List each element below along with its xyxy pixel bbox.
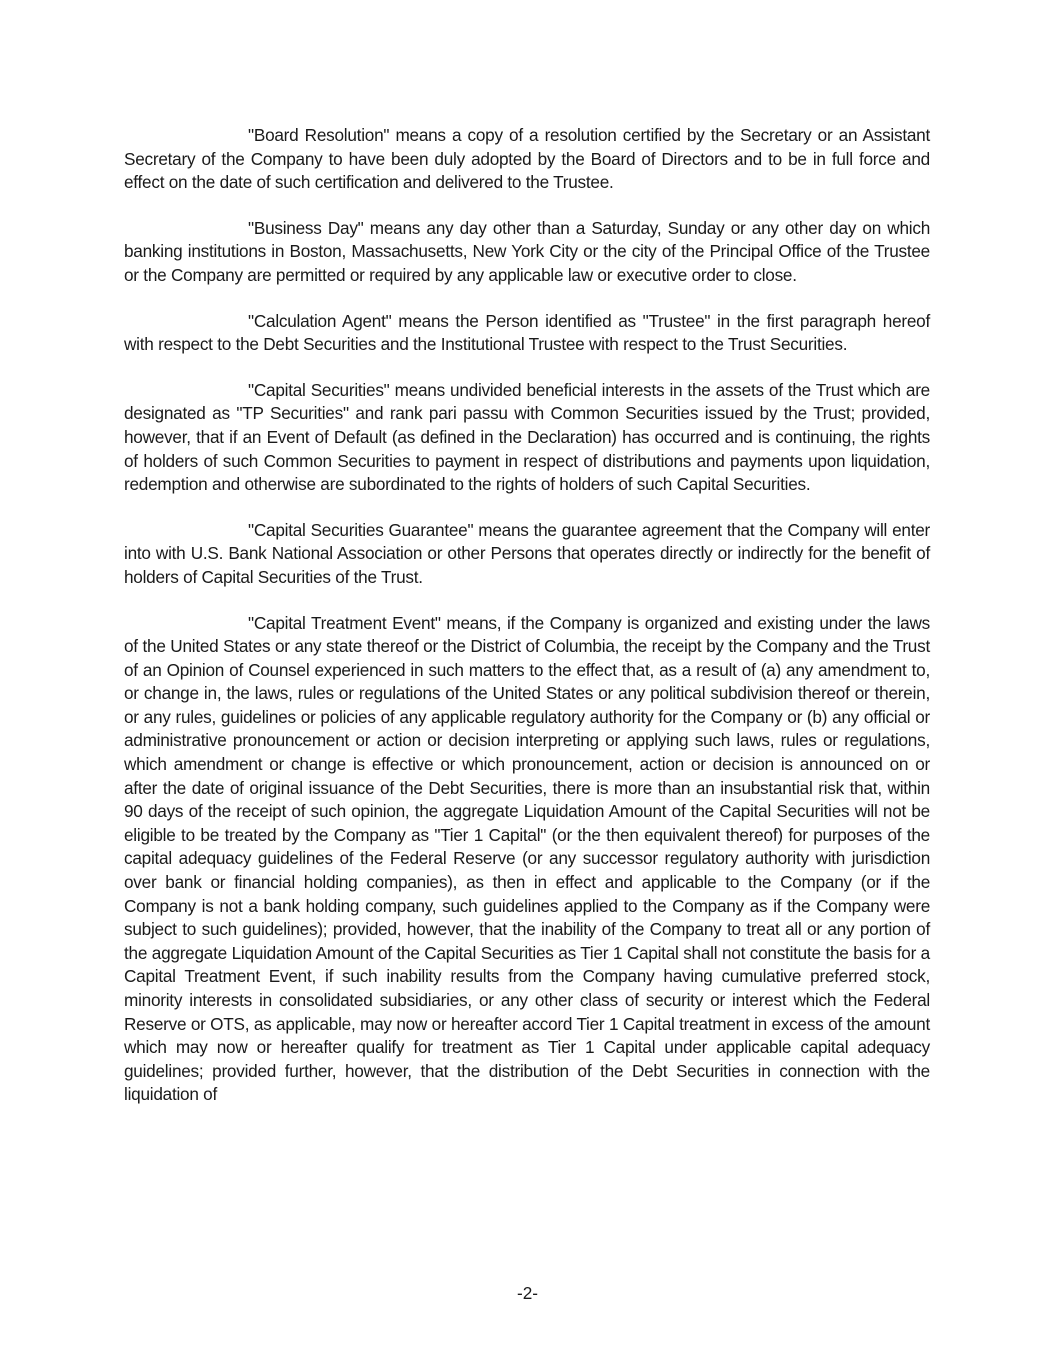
page-number: -2-: [516, 1283, 538, 1303]
definition-business-day: "Business Day" means any day other than a Saturday, Sunday or any other day on which banking institutions in Boston, Massachusetts, New York City or the city of the Principal Office of the Trustee or the Company are permitted or required by any applicable law or executive order to close.: [124, 217, 930, 285]
definition-capital-securities-guarantee: "Capital Securities Guarantee" means the guarantee agreement that the Company will enter into with U.S. Bank National Association or other Persons that operates directly or indirectly for the benefit of holders of Capital Securities of the Trust.: [124, 519, 930, 587]
definition-board-resolution: "Board Resolution" means a copy of a resolution certified by the Secretary or an Assistant Secretary of the Company to have been duly adopted by the Board of Directors and to be in full force and effect on the date of such certification and delivered to the Trustee.: [124, 125, 930, 193]
definition-calculation-agent: "Calculation Agent" means the Person identified as "Trustee" in the first paragraph hereof with respect to the Debt Securities and the Institutional Trustee with respect to the Trust Securities.: [124, 310, 930, 355]
document-body: [124, 124, 930, 1129]
definition-capital-treatment-event: "Capital Treatment Event" means, if the Company is organized and existing under the laws of the United States or any state thereof or the District of Columbia, the receipt by the Company and the Trust of an Opinion of Counsel experienced in such matters to the effect that, as a result of (a) any amendment to, or change in, the laws, rules or regulations of the United States or any political subdivision thereof or therein, or any rules, guidelines or policies of any applicable regulatory authority for the Company or (b) any official or administrative pronouncement or action or decision interpreting or applying such laws, rules or regulations, which amendment or change is effective or which pronouncement, action or decision is announced on or after the date of original issuance of the Debt Securities, there is more than an insubstantial risk that, within 90 days of the receipt of such opinion, the aggregate Liquidation Amount of the Capital Securities will not be eligible to be treated by the Company as "Tier 1 Capital" (or the then equivalent thereof) for purposes of the capital adequacy guidelines of the Federal Reserve (or any successor regulatory authority with jurisdiction over bank or financial holding companies), as then in effect and applicable to the Company (or if the Company is not a bank holding company, such guidelines applied to the Company as if the Company were subject to such guidelines); provided, however, that the inability of the Company to treat all or any portion of the aggregate Liquidation Amount of the Capital Securities as Tier 1 Capital shall not constitute the basis for a Capital Treatment Event, if such inability results from the Company having cumulative preferred stock, minority interests in consolidated subsidiaries, or any other class of security or interest which the Federal Reserve or OTS, as applicable, may now or hereafter accord Tier 1 Capital treatment in excess of the amount which may now or hereafter qualify for treatment as Tier 1 Capital under applicable capital adequacy guidelines; provided further, however, that the distribution of the Debt Securities in connection with the liquidation of: [124, 612, 930, 1105]
definition-capital-securities: "Capital Securities" means undivided beneficial interests in the assets of the Trust which are designated as "TP Securities" and rank pari passu with Common Securities issued by the Trust; provided, however, that if an Event of Default (as defined in the Declaration) has occurred and is continuing, the rights of holders of such Common Securities to payment in respect of distributions and payments upon liquidation, redemption and otherwise are subordinated to the rights of holders of such Capital Securities.: [124, 379, 930, 495]
